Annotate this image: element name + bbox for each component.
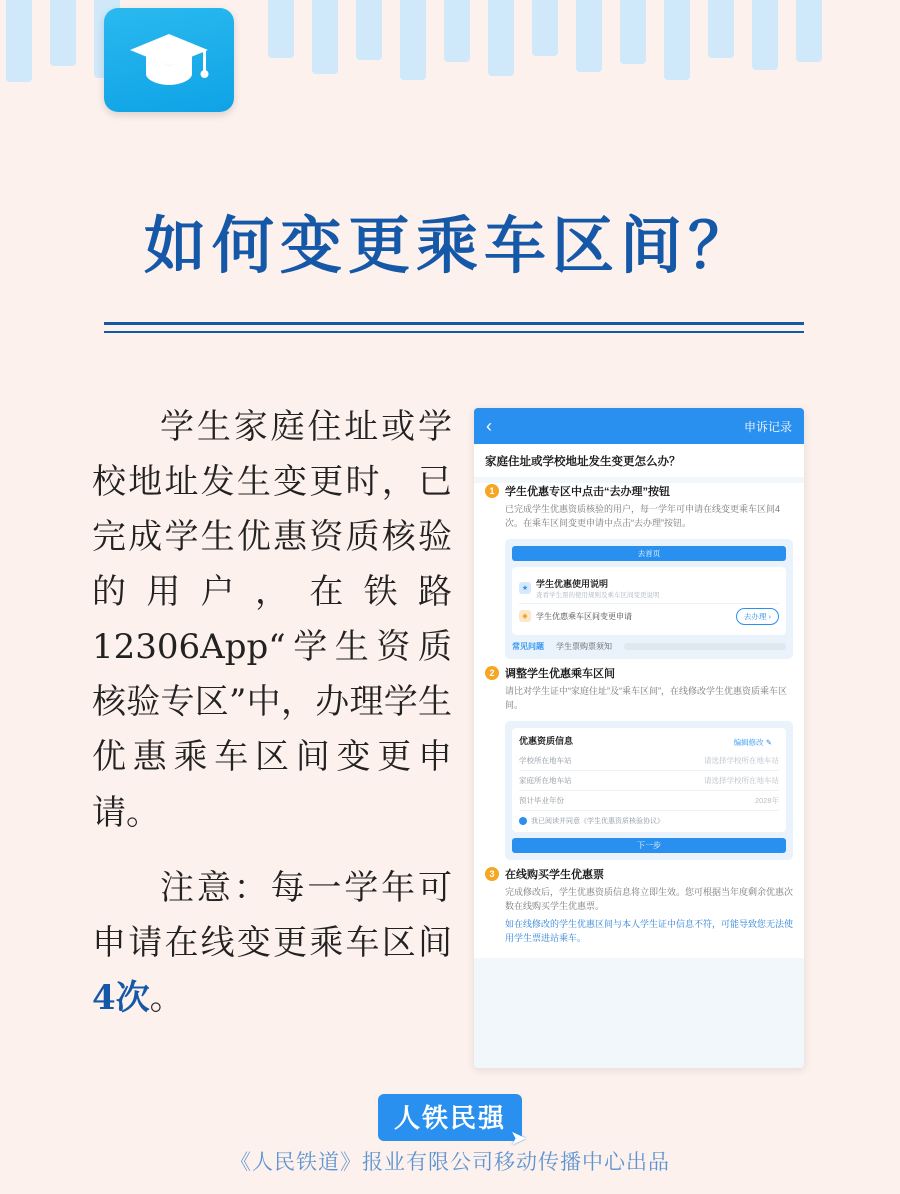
blurred-content xyxy=(624,643,786,650)
mock2-row-grad[interactable] xyxy=(519,791,779,811)
ticket-icon: ◆ xyxy=(519,610,531,622)
stripe xyxy=(664,0,690,80)
faq-question: 家庭住址或学校地址发生变更怎么办？ xyxy=(474,444,804,477)
stripe xyxy=(796,0,822,62)
footer-badge-text: 人铁民强 xyxy=(393,1104,506,1134)
footer-logo xyxy=(0,1094,900,1149)
paragraph-1-text-b: “学生资质核验专区”中，办理学生优惠乘车区间变更申请。 xyxy=(92,627,452,833)
stripe xyxy=(50,0,76,66)
mock2-row-school-label: 学校所在地车站 xyxy=(519,755,572,765)
stripe xyxy=(356,0,382,60)
mock2-card xyxy=(512,728,786,832)
mock1-row-change[interactable] xyxy=(519,603,779,629)
step-3-note: 如在线修改的学生优惠区间与本人学生证中信息不符，可能导致您无法使用学生票进站乘车。 xyxy=(505,918,794,943)
tab-notice[interactable]: 学生票购票须知 xyxy=(556,641,612,651)
title-divider xyxy=(104,322,804,333)
step-3-desc: 完成修改后，学生优惠资质信息将立即生效。您可根据当年度剩余优惠次数在线购买学生优惠票。 xyxy=(505,886,794,911)
step-1-title: 学生优惠专区中点击“去办理”按钮 xyxy=(505,486,670,498)
go-handle-button[interactable]: 去办理 › xyxy=(736,608,779,625)
step-2-number: 2 xyxy=(485,666,499,680)
mock-screen-1 xyxy=(505,539,793,659)
chevron-left-icon[interactable]: ‹ xyxy=(486,416,492,436)
stripe xyxy=(400,0,426,80)
paragraph-2-text: 注意：每一学年可申请在线变更乘车区间 xyxy=(92,867,452,963)
stripe xyxy=(6,0,32,82)
footer-caption: 《人民铁道》报业有限公司移动传播中心出品 xyxy=(230,1150,670,1174)
graduation-cap-icon xyxy=(126,28,212,92)
step-1-desc: 已完成学生优惠资质核验的用户，每一学年可申请在线变更乘车区间4次。在乘车区间变更申请中点击“去办理”按钮。 xyxy=(505,504,781,528)
app-screenshot xyxy=(474,408,804,1068)
mock2-row-school[interactable] xyxy=(519,751,779,771)
mock2-row-grad-label: 预计毕业年份 xyxy=(519,795,564,805)
stripe xyxy=(312,0,338,74)
stripe xyxy=(752,0,778,70)
step-1-number: 1 xyxy=(485,484,499,498)
mock1-row1-title: 学生优惠使用说明 xyxy=(536,578,609,589)
agreement-label: 我已阅读并同意《学生优惠资质核验协议》 xyxy=(531,817,664,825)
mock2-title: 优惠资质信息 xyxy=(519,735,574,746)
mock1-card xyxy=(512,567,786,635)
next-step-button[interactable]: 下一步 xyxy=(512,838,786,853)
mock-screen-2 xyxy=(505,721,793,860)
paragraph-2 xyxy=(92,861,452,1026)
page-title: 如何变更乘车区间？ xyxy=(143,209,756,282)
mock1-tabs xyxy=(512,641,786,652)
stripe xyxy=(576,0,602,72)
edit-button[interactable]: 编辑修改 ✎ xyxy=(733,737,772,747)
step-2 xyxy=(485,665,793,681)
check-icon xyxy=(519,817,527,825)
app-header xyxy=(474,408,804,444)
app-logo xyxy=(104,8,234,112)
paragraph-1-text-a: 学生家庭住址或学校地址发生变更时，已完成学生优惠资质核验的用户，在铁路12306App xyxy=(92,407,452,668)
step-3-title: 在线购买学生优惠票 xyxy=(505,868,604,881)
stripe xyxy=(620,0,646,64)
stripe xyxy=(444,0,470,62)
mock2-row-grad-value: 2028年 xyxy=(754,795,779,805)
tab-faq[interactable]: 常见问题 xyxy=(512,641,544,651)
paragraph-1 xyxy=(92,400,452,841)
mock2-row-home-label: 家庭所在地车站 xyxy=(519,775,572,785)
mock2-row-home-value: 请选择学校所在地车站 xyxy=(704,775,779,785)
step-3-number: 3 xyxy=(485,867,499,881)
appeal-records-link[interactable]: 申诉记录 xyxy=(743,419,792,434)
paragraph-2-highlight: 4次 xyxy=(92,977,150,1018)
stripe xyxy=(268,0,294,58)
mouse-pointer-icon: ➤ xyxy=(510,1128,528,1149)
step-2-desc: 请比对学生证中“家庭住址”及“乘车区间”，在线修改学生优惠资质乘车区间。 xyxy=(505,685,787,710)
article-body xyxy=(92,400,452,1046)
mock1-top-button[interactable]: 去首页 xyxy=(512,546,786,561)
mock2-row-home[interactable] xyxy=(519,771,779,791)
agreement-checkbox[interactable] xyxy=(519,811,779,826)
stripe xyxy=(488,0,514,76)
step-1 xyxy=(485,483,793,499)
stripe xyxy=(532,0,558,56)
paragraph-2-tail: 。 xyxy=(149,977,184,1018)
footer-badge xyxy=(378,1094,528,1149)
step-3 xyxy=(485,866,793,882)
faq-steps xyxy=(474,483,804,958)
mock1-row2-label: 学生优惠乘车区间变更申请 xyxy=(536,611,632,621)
mock1-row-usage[interactable] xyxy=(519,573,779,603)
stripe xyxy=(708,0,734,58)
mock2-row-school-value: 请选择学校所在地车站 xyxy=(704,755,779,765)
step-2-title: 调整学生优惠乘车区间 xyxy=(505,667,615,680)
mock1-row1-sub: 查看学生票的使用规则及乘车区间变更说明 xyxy=(536,591,660,599)
student-icon: ★ xyxy=(519,582,531,594)
